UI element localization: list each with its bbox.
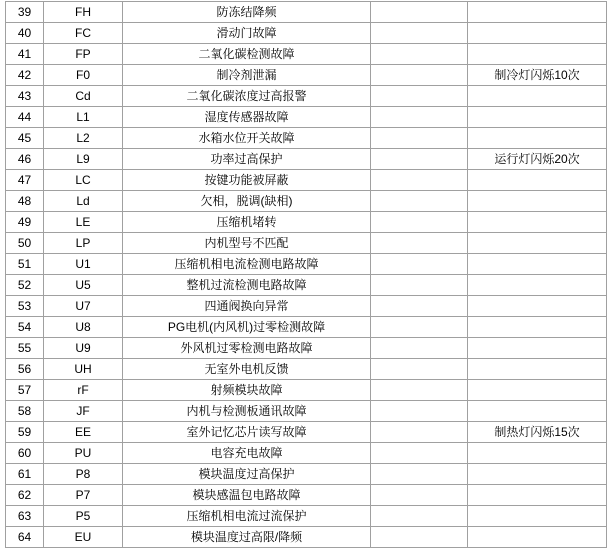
cell-note: [371, 275, 468, 296]
cell-description: 按键功能被屏蔽: [123, 170, 371, 191]
cell-note: [371, 191, 468, 212]
cell-error-code: P5: [44, 506, 123, 527]
cell-note: [371, 317, 468, 338]
cell-indicator-light: [468, 338, 607, 359]
cell-description: 模块温度过高保护: [123, 464, 371, 485]
cell-note: [371, 2, 468, 23]
cell-description: 滑动门故障: [123, 23, 371, 44]
cell-description: 外风机过零检测电路故障: [123, 338, 371, 359]
cell-error-code: L1: [44, 107, 123, 128]
table-row: [6, 212, 607, 233]
cell-row-number: 41: [6, 44, 44, 65]
cell-error-code: LC: [44, 170, 123, 191]
table-row: [6, 149, 607, 170]
cell-row-number: 48: [6, 191, 44, 212]
cell-error-code: FC: [44, 23, 123, 44]
cell-error-code: P7: [44, 485, 123, 506]
cell-indicator-light: [468, 443, 607, 464]
table-row: [6, 527, 607, 548]
cell-error-code: L9: [44, 149, 123, 170]
cell-indicator-light: [468, 212, 607, 233]
table-row: [6, 23, 607, 44]
cell-error-code: F0: [44, 65, 123, 86]
cell-indicator-light: 运行灯闪烁20次: [468, 149, 607, 170]
cell-error-code: PU: [44, 443, 123, 464]
table-row: [6, 2, 607, 23]
cell-note: [371, 23, 468, 44]
cell-row-number: 56: [6, 359, 44, 380]
cell-indicator-light: [468, 233, 607, 254]
table-row: [6, 275, 607, 296]
error-code-table-body: [6, 2, 607, 548]
cell-row-number: 45: [6, 128, 44, 149]
cell-note: [371, 86, 468, 107]
table-row: [6, 401, 607, 422]
cell-row-number: 59: [6, 422, 44, 443]
cell-note: [371, 44, 468, 65]
cell-indicator-light: [468, 401, 607, 422]
cell-description: 防冻结降频: [123, 2, 371, 23]
cell-description: 整机过流检测电路故障: [123, 275, 371, 296]
cell-indicator-light: [468, 485, 607, 506]
table-row: [6, 380, 607, 401]
cell-indicator-light: 制热灯闪烁15次: [468, 422, 607, 443]
cell-indicator-light: [468, 2, 607, 23]
table-row: [6, 296, 607, 317]
cell-indicator-light: [468, 44, 607, 65]
cell-row-number: 49: [6, 212, 44, 233]
cell-indicator-light: [468, 380, 607, 401]
cell-note: [371, 149, 468, 170]
cell-indicator-light: [468, 464, 607, 485]
cell-description: 湿度传感器故障: [123, 107, 371, 128]
cell-description: 射频模块故障: [123, 380, 371, 401]
cell-error-code: FH: [44, 2, 123, 23]
cell-row-number: 51: [6, 254, 44, 275]
cell-row-number: 40: [6, 23, 44, 44]
table-row: [6, 107, 607, 128]
cell-error-code: U8: [44, 317, 123, 338]
cell-indicator-light: [468, 86, 607, 107]
cell-description: 无室外电机反馈: [123, 359, 371, 380]
cell-description: 水箱水位开关故障: [123, 128, 371, 149]
cell-note: [371, 338, 468, 359]
cell-note: [371, 170, 468, 191]
cell-row-number: 42: [6, 65, 44, 86]
cell-indicator-light: [468, 296, 607, 317]
cell-indicator-light: [468, 359, 607, 380]
cell-row-number: 47: [6, 170, 44, 191]
cell-row-number: 62: [6, 485, 44, 506]
cell-row-number: 39: [6, 2, 44, 23]
cell-description: 二氧化碳浓度过高报警: [123, 86, 371, 107]
cell-note: [371, 485, 468, 506]
cell-error-code: L2: [44, 128, 123, 149]
table-row: [6, 443, 607, 464]
cell-error-code: EU: [44, 527, 123, 548]
table-row: [6, 422, 607, 443]
cell-description: 模块感温包电路故障: [123, 485, 371, 506]
cell-error-code: Cd: [44, 86, 123, 107]
table-row: [6, 191, 607, 212]
cell-description: 四通阀换向异常: [123, 296, 371, 317]
cell-error-code: P8: [44, 464, 123, 485]
cell-note: [371, 65, 468, 86]
cell-description: 二氧化碳检测故障: [123, 44, 371, 65]
table-row: [6, 464, 607, 485]
cell-note: [371, 422, 468, 443]
cell-description: 压缩机相电流过流保护: [123, 506, 371, 527]
cell-row-number: 50: [6, 233, 44, 254]
cell-description: 内机与检测板通讯故障: [123, 401, 371, 422]
cell-note: [371, 527, 468, 548]
cell-error-code: JF: [44, 401, 123, 422]
cell-error-code: U1: [44, 254, 123, 275]
cell-indicator-light: [468, 191, 607, 212]
cell-note: [371, 506, 468, 527]
cell-row-number: 63: [6, 506, 44, 527]
table-row: [6, 338, 607, 359]
cell-row-number: 55: [6, 338, 44, 359]
cell-indicator-light: [468, 170, 607, 191]
cell-row-number: 57: [6, 380, 44, 401]
table-row: [6, 317, 607, 338]
cell-error-code: FP: [44, 44, 123, 65]
cell-error-code: rF: [44, 380, 123, 401]
cell-error-code: LP: [44, 233, 123, 254]
cell-indicator-light: [468, 527, 607, 548]
cell-description: 压缩机堵转: [123, 212, 371, 233]
table-row: [6, 485, 607, 506]
cell-error-code: Ld: [44, 191, 123, 212]
cell-row-number: 52: [6, 275, 44, 296]
cell-note: [371, 380, 468, 401]
cell-error-code: U9: [44, 338, 123, 359]
cell-note: [371, 401, 468, 422]
cell-indicator-light: 制冷灯闪烁10次: [468, 65, 607, 86]
cell-indicator-light: [468, 506, 607, 527]
table-row: [6, 128, 607, 149]
table-row: [6, 359, 607, 380]
cell-row-number: 58: [6, 401, 44, 422]
cell-note: [371, 464, 468, 485]
cell-error-code: LE: [44, 212, 123, 233]
cell-row-number: 60: [6, 443, 44, 464]
cell-note: [371, 233, 468, 254]
cell-description: 制冷剂泄漏: [123, 65, 371, 86]
cell-description: 模块温度过高限/降频: [123, 527, 371, 548]
table-row: [6, 44, 607, 65]
table-row: [6, 170, 607, 191]
cell-note: [371, 296, 468, 317]
cell-description: PG电机(内风机)过零检测故障: [123, 317, 371, 338]
table-row: [6, 254, 607, 275]
cell-note: [371, 254, 468, 275]
cell-row-number: 46: [6, 149, 44, 170]
cell-row-number: 54: [6, 317, 44, 338]
cell-error-code: EE: [44, 422, 123, 443]
cell-note: [371, 359, 468, 380]
cell-row-number: 61: [6, 464, 44, 485]
cell-indicator-light: [468, 254, 607, 275]
cell-error-code: U7: [44, 296, 123, 317]
table-row: [6, 233, 607, 254]
cell-note: [371, 212, 468, 233]
cell-error-code: UH: [44, 359, 123, 380]
cell-note: [371, 128, 468, 149]
cell-description: 室外记忆芯片读写故障: [123, 422, 371, 443]
cell-description: 压缩机相电流检测电路故障: [123, 254, 371, 275]
cell-indicator-light: [468, 23, 607, 44]
cell-indicator-light: [468, 275, 607, 296]
cell-description: 电容充电故障: [123, 443, 371, 464]
cell-description: 功率过高保护: [123, 149, 371, 170]
table-row: [6, 65, 607, 86]
cell-row-number: 43: [6, 86, 44, 107]
cell-error-code: U5: [44, 275, 123, 296]
error-code-table: [5, 1, 607, 548]
table-row: [6, 506, 607, 527]
table-row: [6, 86, 607, 107]
cell-row-number: 64: [6, 527, 44, 548]
cell-description: 欠相，脱调(缺相): [123, 191, 371, 212]
cell-note: [371, 107, 468, 128]
cell-row-number: 44: [6, 107, 44, 128]
cell-indicator-light: [468, 107, 607, 128]
cell-description: 内机型号不匹配: [123, 233, 371, 254]
cell-note: [371, 443, 468, 464]
cell-row-number: 53: [6, 296, 44, 317]
cell-indicator-light: [468, 317, 607, 338]
cell-indicator-light: [468, 128, 607, 149]
